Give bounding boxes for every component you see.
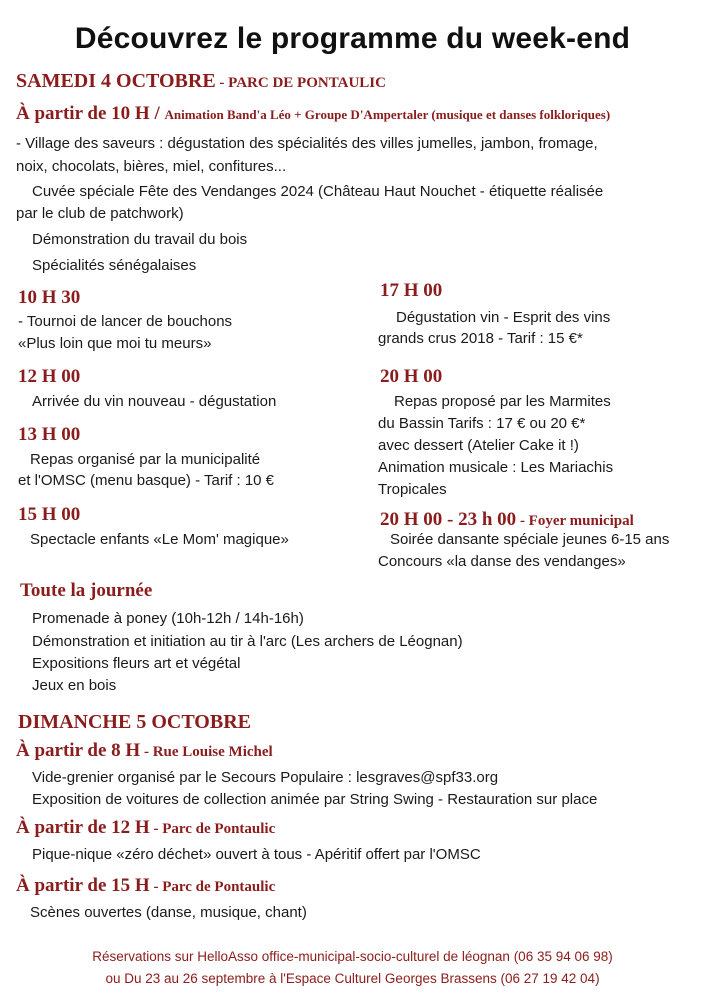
event-line: Animation musicale : Les Mariachis — [378, 459, 614, 476]
sunday-time-15h: À partir de 15 H — [16, 875, 150, 896]
event-line: Exposition de voitures de collection animée par String Swing - Restauration sur place — [32, 791, 598, 808]
foyer-place: - Foyer municipal — [516, 513, 634, 529]
allday-item: Jeux en bois — [32, 677, 117, 694]
sunday-place: - Parc de Pontaulic — [149, 821, 276, 837]
event-line: «Plus loin que moi tu meurs» — [18, 335, 212, 352]
wood-demo: Démonstration du travail du bois — [32, 231, 248, 248]
from10-time: À partir de 10 H / — [16, 103, 165, 124]
event-line: Spectacle enfants «Le Mom' magique» — [30, 531, 289, 548]
event-line: Repas proposé par les Marmites — [394, 393, 611, 410]
village-line-2: noix, chocolats, bières, miel, confitures... — [16, 158, 287, 175]
senegal-specialties: Spécialités sénégalaises — [32, 257, 197, 274]
cuvee-line-1: Cuvée spéciale Fête des Vendanges 2024 (Château Haut Nouchet - étiquette réalisée — [32, 183, 604, 200]
sunday-place: - Rue Louise Michel — [140, 744, 273, 760]
allday-item: Expositions fleurs art et végétal — [32, 655, 241, 672]
from10-anim: Animation Band'a Léo + Groupe D'Ampertaler (musique et danses folkloriques) — [164, 107, 611, 122]
sunday-day: DIMANCHE 5 OCTOBRE — [18, 711, 251, 733]
saturday-day: SAMEDI 4 OCTOBRE — [16, 70, 216, 92]
page-title: Découvrez le programme du week-end — [74, 22, 631, 55]
sunday-time-8h: À partir de 8 H — [16, 740, 141, 761]
allday-title: Toute la journée — [20, 580, 153, 601]
event-line: Tropicales — [378, 481, 447, 498]
sunday-block-3-header — [16, 875, 275, 897]
sunday-place: - Parc de Pontaulic — [149, 879, 276, 895]
sunday-block-1-header — [16, 740, 273, 762]
event-line: du Bassin Tarifs : 17 € ou 20 €* — [378, 415, 586, 432]
time-1300: 13 H 00 — [18, 424, 81, 445]
event-line: Scènes ouvertes (danse, musique, chant) — [30, 904, 307, 921]
event-line: Arrivée du vin nouveau - dégustation — [32, 393, 277, 410]
time-1700: 17 H 00 — [380, 280, 443, 301]
event-line: - Tournoi de lancer de bouchons — [18, 313, 233, 330]
event-line: Dégustation vin - Esprit des vins — [396, 309, 611, 326]
allday-item: Promenade à poney (10h-12h / 14h-16h) — [32, 610, 304, 627]
allday-item: Démonstration et initiation au tir à l'arc (Les archers de Léognan) — [32, 633, 463, 650]
time-2000: 20 H 00 — [380, 366, 443, 387]
event-line: Concours «la danse des vendanges» — [378, 553, 626, 570]
event-line: avec dessert (Atelier Cake it !) — [378, 437, 579, 454]
cuvee-line-2: par le club de patchwork) — [16, 205, 184, 222]
event-line: grands crus 2018 - Tarif : 15 €* — [378, 330, 583, 347]
saturday-header — [16, 70, 386, 93]
time-2000-2300-header — [380, 509, 634, 531]
time-1200: 12 H 00 — [18, 366, 81, 387]
event-line: Repas organisé par la municipalité — [30, 451, 261, 468]
saturday-place: - PARC DE PONTAULIC — [215, 75, 386, 91]
footer-espace-culturel: ou Du 23 au 26 septembre à l'Espace Culturel Georges Brassens (06 27 19 42 04) — [105, 971, 600, 986]
event-line: Vide-grenier organisé par le Secours Populaire : lesgraves@spf33.org — [32, 769, 499, 786]
from10-header — [16, 103, 610, 125]
event-line: et l'OMSC (menu basque) - Tarif : 10 € — [18, 472, 275, 489]
village-line-1: - Village des saveurs : dégustation des spécialités des villes jumelles, jambon, fromage, — [16, 135, 598, 152]
sunday-time-12h: À partir de 12 H — [16, 817, 150, 838]
footer-reservations: Réservations sur HelloAsso office-municipal-socio-culturel de léognan (06 35 94 06 98) — [92, 949, 613, 964]
event-line: Soirée dansante spéciale jeunes 6-15 ans — [390, 531, 670, 548]
event-line: Pique-nique «zéro déchet» ouvert à tous - Apéritif offert par l'OMSC — [32, 846, 481, 863]
time-2000-2300: 20 H 00 - 23 h 00 — [380, 509, 517, 530]
sunday-block-2-header — [16, 817, 275, 839]
time-1030: 10 H 30 — [18, 287, 81, 308]
time-1500: 15 H 00 — [18, 504, 81, 525]
